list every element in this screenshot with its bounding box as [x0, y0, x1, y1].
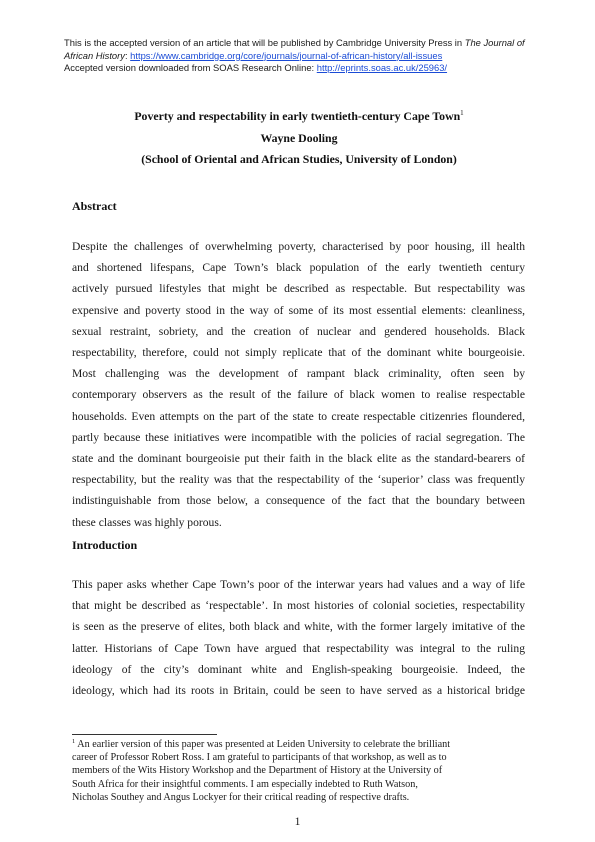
text-line: expensive and poverty stood in the way of some of its most essential elements: cleanliness, — [72, 303, 525, 317]
author-affiliation: (School of Oriental and African Studies, University of London) — [141, 152, 457, 166]
article-title-text: Poverty and respectability in early twentieth-century Cape Town — [134, 109, 461, 123]
footnote-line: career of Professor Robert Ross. I am grateful to participants of that workshop, as well as to — [72, 752, 447, 764]
text-line: is seen as the preserve of elites, both black and white, with the former largely imitative of the — [72, 620, 525, 634]
journal-link[interactable]: https://www.cambridge.org/core/journals/journal-of-african-history/all-issues — [130, 49, 443, 61]
text-line: respectability, but the reality was that the respectability of the ‘superior’ class was frequently — [72, 473, 525, 487]
text-line: Most challenging was the development of rampant black criminality, often seen by — [72, 367, 525, 381]
text-line: ideology, which had its roots in Britain, could be seen to have served as a historical bridge — [72, 684, 525, 698]
title-block — [64, 106, 534, 171]
text-line: contemporary observers as the result of the failure of black women to realise respectable — [72, 388, 525, 402]
eprints-link[interactable]: http://eprints.soas.ac.uk/25963/ — [316, 62, 448, 74]
colon: : — [124, 49, 131, 61]
introduction-heading: Introduction — [72, 538, 138, 552]
text-line: households. Even attempts on the part of the state to create respectable citizenries floundered, — [72, 409, 525, 423]
footnote — [72, 738, 525, 804]
title-footnote-marker[interactable]: 1 — [460, 109, 464, 117]
text-line: Despite the challenges of overwhelming poverty, characterised by poor housing, ill health — [72, 240, 525, 253]
text-line: state and the dominant bourgeoisie put their faith in the black elite as the standard-bearers of — [72, 452, 525, 466]
text-line: partly because these initiatives were incompatible with the policies of racial segregation. The — [72, 430, 525, 444]
footnote-line — [72, 738, 525, 751]
text-line: these classes was highly porous. — [72, 515, 222, 529]
author-name: Wayne Dooling — [260, 130, 338, 145]
abstract-heading: Abstract — [72, 199, 117, 213]
text-line: actively pursued lifestyles that might be described as respectable. But respectability was — [72, 282, 525, 296]
journal-name: The Journal of African History — [64, 37, 525, 61]
version-notice — [64, 37, 534, 75]
footnote-line: members of the Wits History Workshop and the Department of History at the University of — [72, 765, 443, 777]
download-notice-text: Accepted version downloaded from SOAS Research Online: — [64, 62, 317, 74]
footnote-line: South Africa for their insightful comments. I am especially indebted to Ruth Watson, — [72, 778, 418, 790]
abstract-paragraph — [72, 236, 525, 533]
text-line: that might be described as ‘respectable’. In most histories of colonial societies, respectability — [72, 599, 525, 613]
text-line: ideology of the city’s dominant white and English-speaking bourgeoisie. Indeed, the — [72, 662, 525, 676]
introduction-paragraph — [72, 574, 525, 701]
footnote-text: An earlier version of this paper was presented at Leiden University to celebrate the brilliant — [75, 739, 451, 750]
article-title — [64, 106, 534, 128]
text-line: latter. Historians of Cape Town have argued that respectability was integral to the ruling — [72, 641, 525, 655]
footnote-line: Nicholas Southey and Angus Lockyer for their critical reading of respective drafts. — [72, 791, 410, 803]
footnote-separator — [72, 734, 217, 735]
text-line: respectability, therefore, could not simply replicate that of the dominant white bourgeoisie. — [72, 346, 525, 360]
footnote-marker: 1 — [72, 738, 76, 745]
version-notice-text: This is the accepted version of an article that will be published by Cambridge University Press in — [64, 37, 465, 48]
text-line: sexual restraint, sobriety, and the creation of nuclear and gendered households. Black — [72, 324, 525, 338]
text-line: indistinguishable from those below, a consequence of the fact that the boundary between — [72, 494, 525, 508]
text-line: and shortened lifespans, Cape Town’s black population of the early twentieth century — [72, 261, 525, 275]
page-number: 1 — [294, 815, 301, 828]
text-line: This paper asks whether Cape Town’s poor of the interwar years had values and a way of life — [72, 578, 525, 591]
